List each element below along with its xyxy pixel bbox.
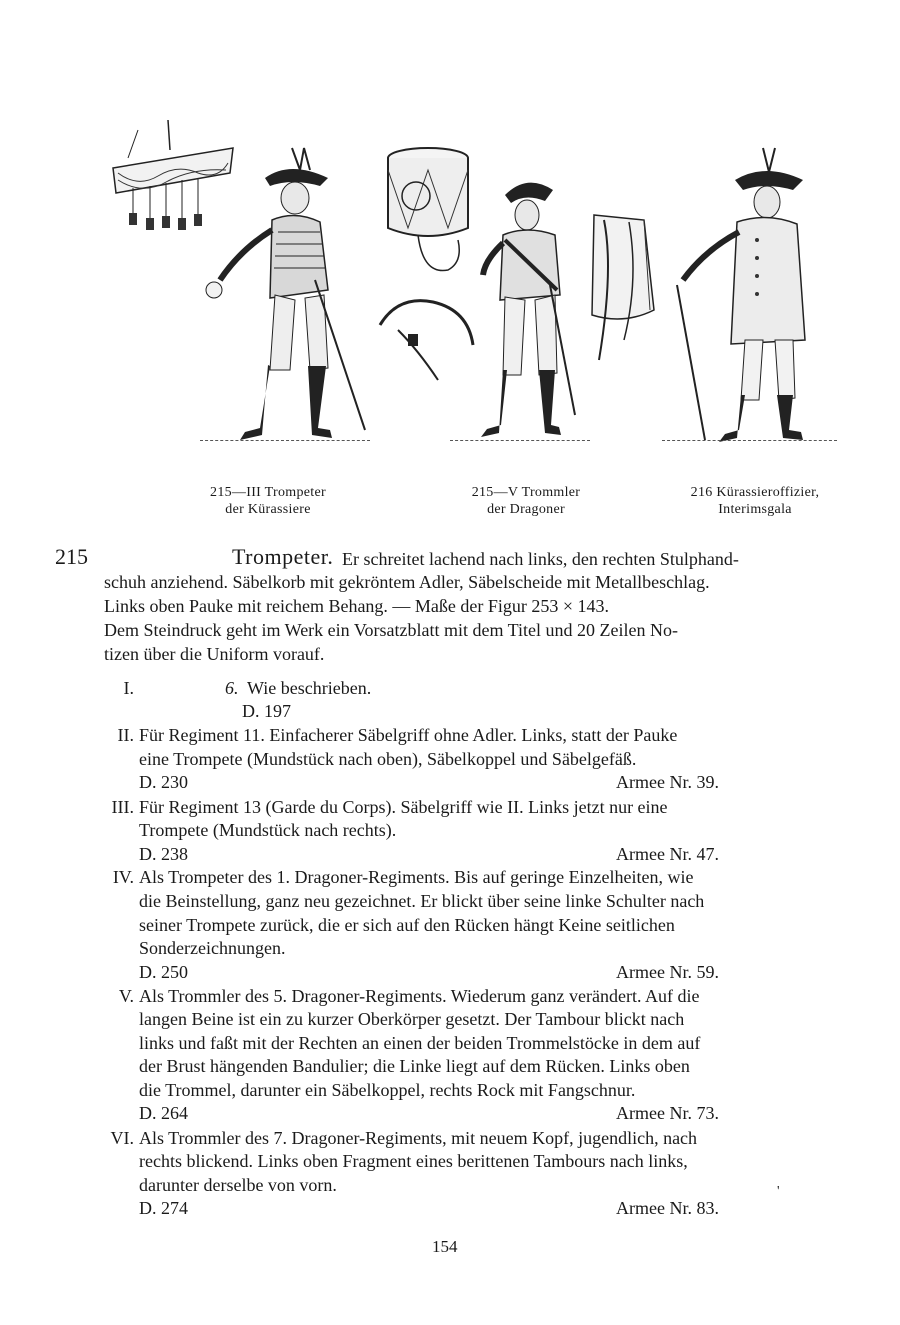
state-text-line: Als Trompeter des 1. Dragoner-Regiments. Bis auf geringe Einzelheiten, wie bbox=[139, 867, 694, 887]
drum-illustration bbox=[378, 140, 478, 280]
caption-line: Interimsgala bbox=[718, 502, 792, 517]
caption-line: der Dragoner bbox=[487, 502, 565, 517]
state-ref-left: D. 230 bbox=[139, 772, 188, 792]
state-text-line: rechts blickend. Links oben Fragment eines berittenen Tambours nach links, bbox=[139, 1151, 688, 1171]
sword-belt-illustration bbox=[378, 290, 478, 385]
stray-mark: ' bbox=[777, 1184, 780, 1199]
state-text-line: die Beinstellung, ganz neu gezeichnet. Er blickt über seine linke Schulter nach bbox=[139, 891, 705, 911]
page-number: 154 bbox=[432, 1237, 458, 1256]
state-numeral: II. bbox=[117, 725, 134, 745]
drummer-figure-illustration bbox=[465, 165, 590, 455]
caption-line: 215—III Trompeter bbox=[210, 485, 326, 500]
state-text-line: der Brust hängenden Bandulier; die Linke liegt auf dem Rücken. Links oben bbox=[139, 1056, 690, 1076]
state-ref-left: D. 274 bbox=[139, 1198, 188, 1218]
ground-line bbox=[200, 440, 370, 441]
ground-line bbox=[662, 440, 837, 441]
state-numeral: VI. bbox=[110, 1128, 134, 1148]
caption-line: der Kürassiere bbox=[225, 502, 311, 517]
state-text-line: Für Regiment 11. Einfacherer Säbelgriff ohne Adler. Links, statt der Pauke bbox=[139, 725, 678, 745]
state-ref-left: D. 250 bbox=[139, 962, 188, 982]
trumpeter-figure-illustration bbox=[200, 140, 370, 455]
entry-text-line: schuh anziehend. Säbelkorb mit gekröntem Adler, Säbelscheide mit Metallbeschlag. bbox=[104, 572, 710, 592]
caption-line: 215—V Trommler bbox=[471, 485, 581, 500]
state-ref-right: Armee Nr. 73. bbox=[616, 1103, 719, 1123]
state-text-line: darunter derselbe von vorn. bbox=[139, 1175, 337, 1195]
cuirassier-officer-figure-illustration bbox=[665, 140, 835, 450]
state-ref-left: D. 197 bbox=[242, 701, 291, 721]
state-text-line: Für Regiment 13 (Garde du Corps). Säbelgriff wie II. Links jetzt nur eine bbox=[139, 797, 668, 817]
state-ref-right: Armee Nr. 59. bbox=[616, 962, 719, 982]
state-numeral: V. bbox=[118, 986, 134, 1006]
state-text-line: seiner Trompete zurück, die er sich auf den Rücken hängt Keine seitlichen bbox=[139, 915, 675, 935]
state-numeral: IV. bbox=[112, 867, 134, 887]
state-text-line: eine Trompete (Mundstück nach oben), Säbelkoppel und Säbelgefäß. bbox=[139, 749, 637, 769]
entry-number: 215 bbox=[55, 544, 88, 569]
state-ref-right: Armee Nr. 83. bbox=[616, 1198, 719, 1218]
entry-text-line: Dem Steindruck geht im Werk ein Vorsatzblatt mit dem Titel und 20 Zeilen No- bbox=[104, 620, 678, 640]
state-numeral: I. bbox=[123, 678, 134, 698]
entry-title: Trompeter. bbox=[232, 544, 334, 569]
coat-with-cord-illustration bbox=[584, 210, 659, 370]
state-ref-left: D. 264 bbox=[139, 1103, 188, 1123]
state-text-line: Als Trommler des 7. Dragoner-Regiments, mit neuem Kopf, jugendlich, nach bbox=[139, 1128, 698, 1148]
state-text-line: langen Beine ist ein zu kurzer Oberkörper gesetzt. Der Tambour blickt nach bbox=[139, 1009, 685, 1029]
state-text-line: die Trommel, darunter ein Säbelkoppel, rechts Rock mit Fangschnur. bbox=[139, 1080, 636, 1100]
state-number-prefix: 6. bbox=[225, 678, 239, 698]
state-ref-right: Armee Nr. 39. bbox=[616, 772, 719, 792]
state-ref-left: D. 238 bbox=[139, 844, 188, 864]
ground-line bbox=[450, 440, 590, 441]
entry-text-line: Er schreitet lachend nach links, den rechten Stulphand- bbox=[342, 549, 739, 569]
caption-line: 216 Kürassieroffizier, bbox=[690, 485, 820, 500]
entry-text-line: tizen über die Uniform vorauf. bbox=[104, 644, 325, 664]
figure-caption bbox=[436, 484, 616, 518]
state-text-line: Trompete (Mundstück nach rechts). bbox=[139, 820, 397, 840]
figure-caption bbox=[660, 484, 850, 518]
state-ref-right: Armee Nr. 47. bbox=[616, 844, 719, 864]
state-text-line: links und faßt mit der Rechten an einen der beiden Trommelstöcke in dem auf bbox=[139, 1033, 701, 1053]
state-numeral: III. bbox=[111, 797, 134, 817]
figure-caption bbox=[178, 484, 358, 518]
state-text-line: Wie beschrieben. bbox=[247, 678, 372, 698]
state-text-line: Sonderzeichnungen. bbox=[139, 938, 286, 958]
state-text-line: Als Trommler des 5. Dragoner-Regiments. Wiederum ganz verändert. Auf die bbox=[139, 986, 700, 1006]
entry-text-line: Links oben Pauke mit reichem Behang. — Maße der Figur 253 × 143. bbox=[104, 596, 610, 616]
